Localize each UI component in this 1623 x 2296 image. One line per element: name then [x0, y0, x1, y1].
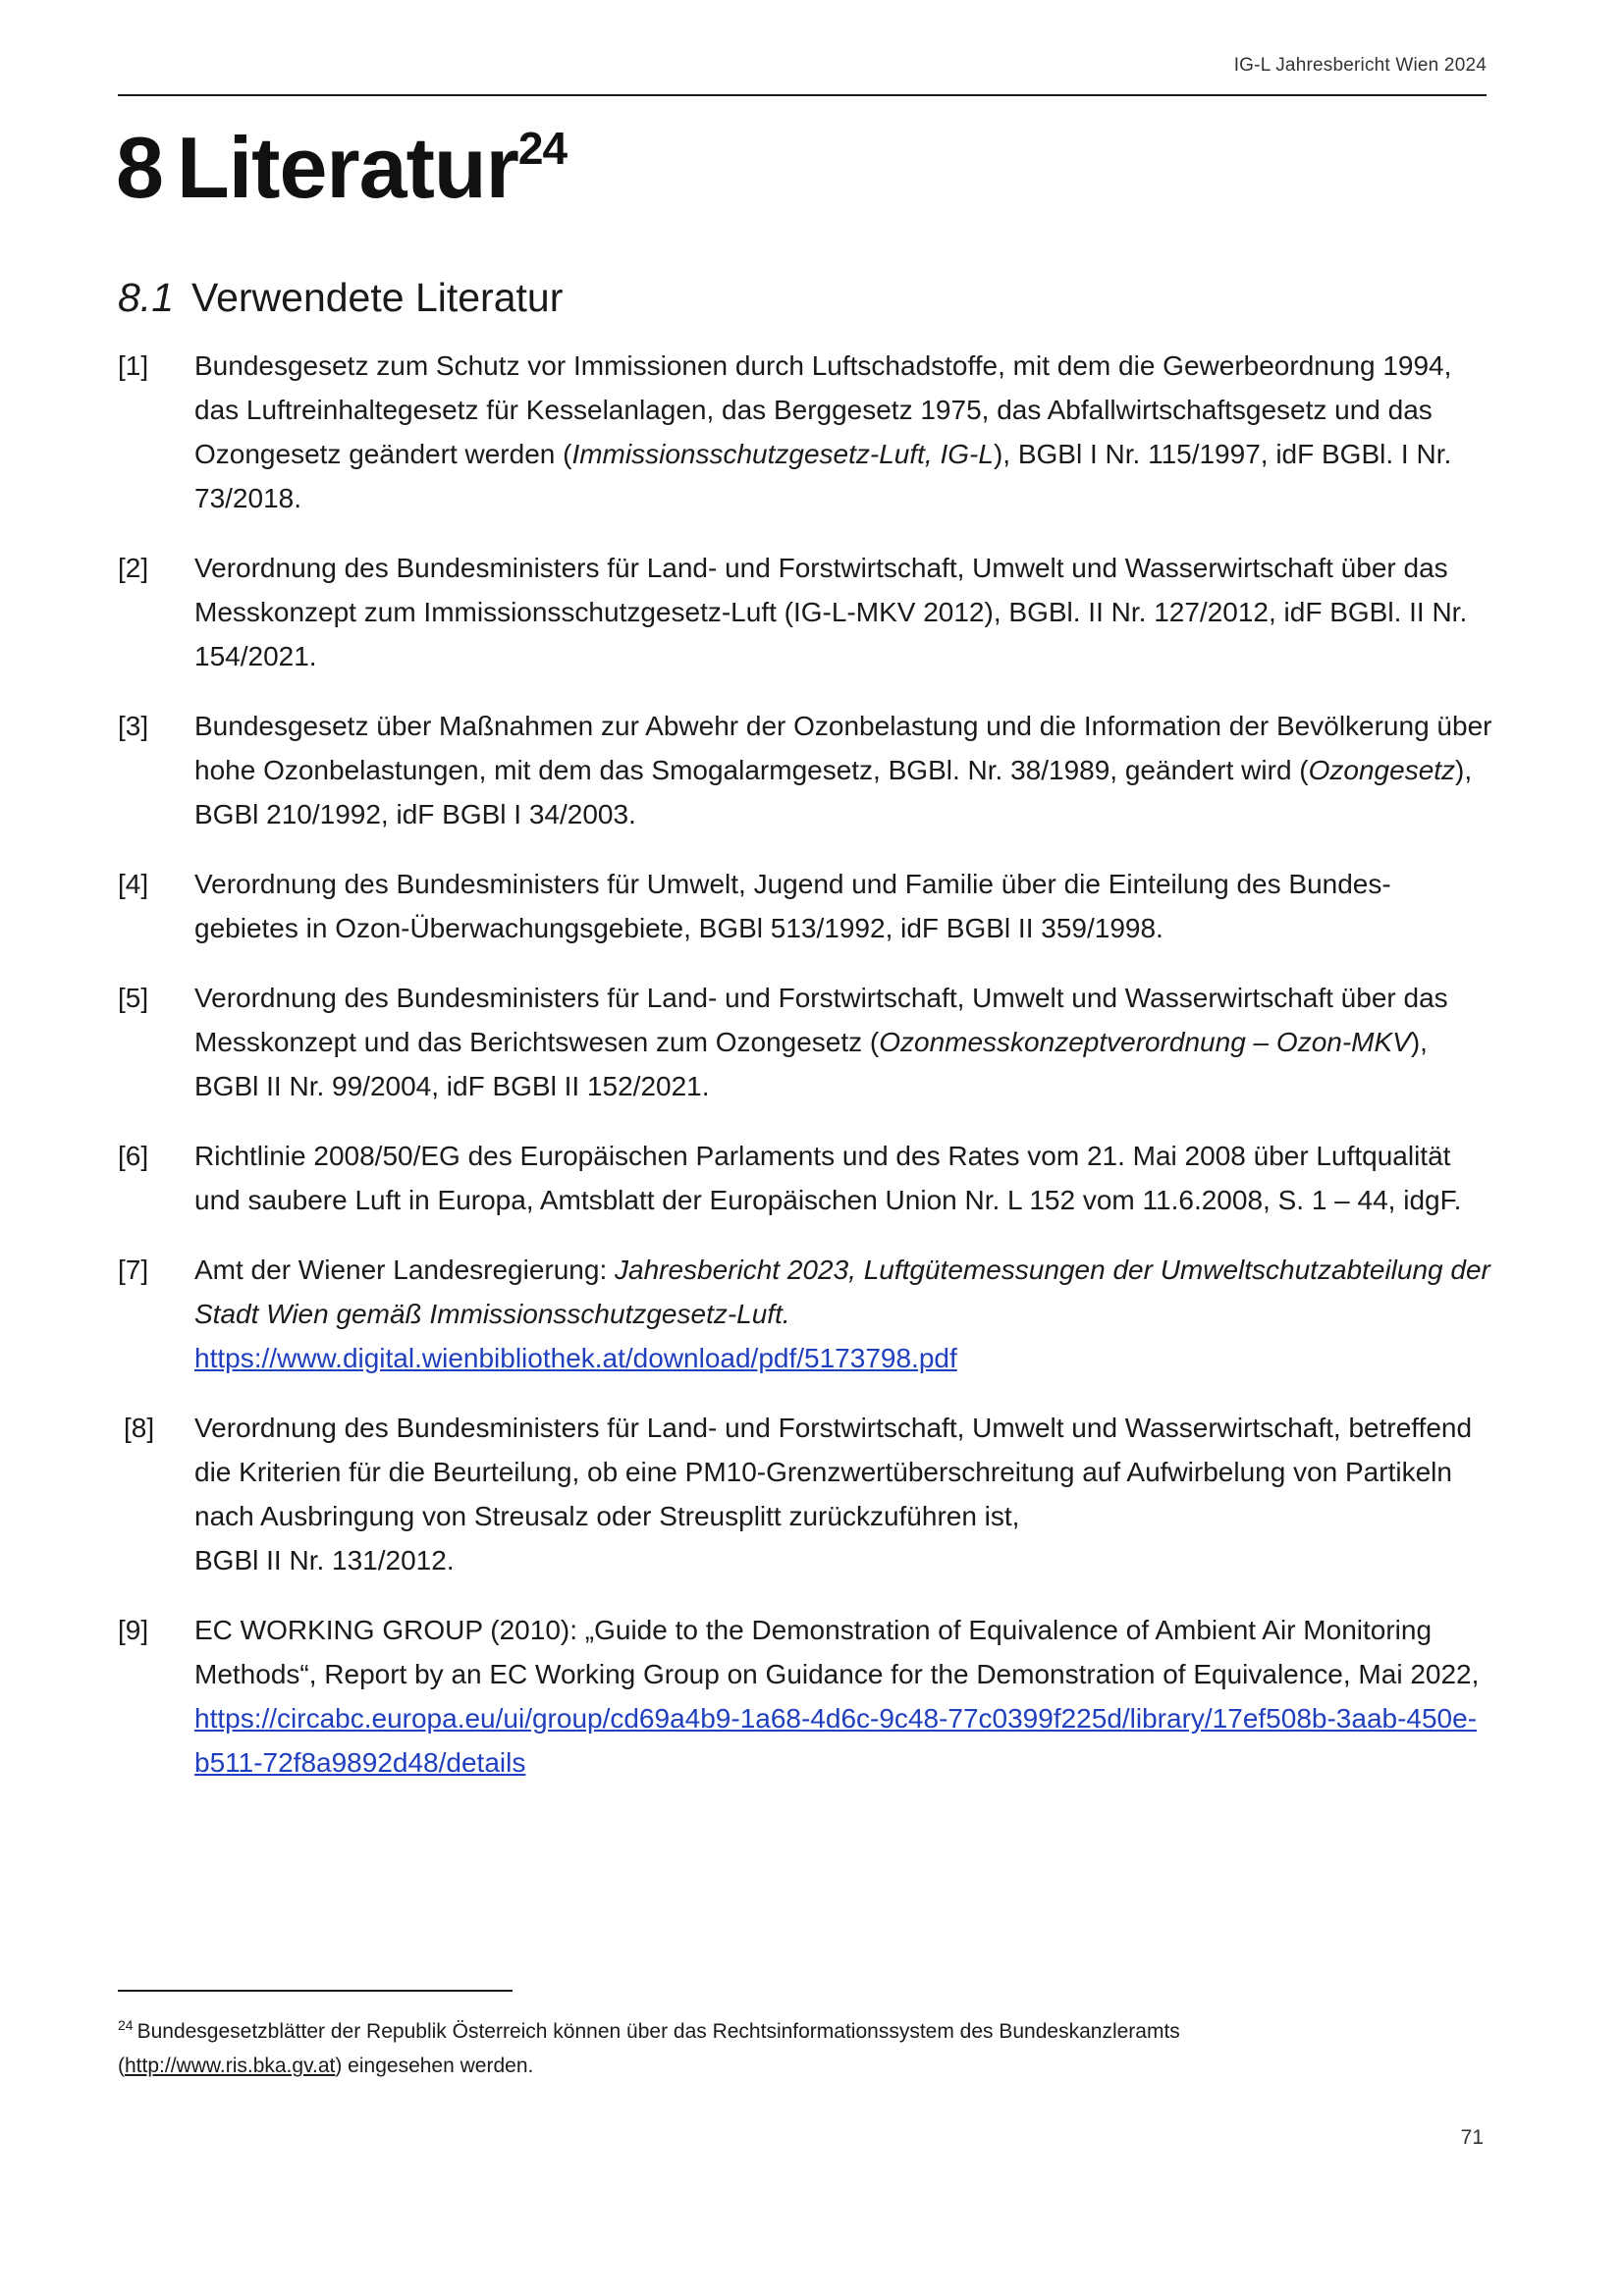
reference-text: Bundesgesetz zum Schutz vor Immissionen durch Luftschadstoffe, mit dem die Gewerbeordnung 1994, das Luftreinhaltegesetz für Kesselanlagen, das Berggesetz 1975, das Abfallwirtschaftsgesetz und das Ozongesetz geändert werden ( [194, 350, 1452, 469]
footnote-link[interactable]: http://www.ris.bka.gv.at [125, 2055, 336, 2077]
reference-text: Verordnung des Bundesministers für Umwelt, Jugend und Familie über die Einteilung des Bundes-gebietes in Ozon-Überwachungsgebiete, BGBl 513/1992, idF BGBl II 359/1998. [194, 869, 1391, 943]
reference-number: [9] [118, 1615, 149, 1645]
footnote-rule [118, 1990, 513, 1992]
reference-text: Verordnung des Bundesministers für Land- und Forstwirtschaft, Umwelt und Wasserwirtschaft über das Messkonzept und das Berichtswesen zum Ozongesetz ( [194, 983, 1448, 1057]
reference-italic: Ozonmesskonzeptverordnung – Ozon-MKV [879, 1027, 1411, 1057]
header-rule [118, 94, 1487, 96]
reference-italic: Ozongesetz [1308, 755, 1456, 785]
reference-item-4 [118, 862, 1492, 950]
reference-text-end: ), BGBl I Nr. 115/1997, idF BGBl. I Nr. 73/2018. [194, 439, 1452, 513]
footnote-mark: 24 [118, 2017, 134, 2033]
reference-number: [3] [118, 711, 149, 741]
reference-text: Verordnung des Bundesministers für Land- und Forstwirtschaft, Umwelt und Wasserwirtschaft über das Messkonzept zum Immissionsschutzgesetz-Luft (IG-L-MKV 2012), BGBl. II Nr. 127/2012, idF BGBl. II Nr. 154/2021. [194, 553, 1468, 671]
reference-text: EC WORKING GROUP (2010): „Guide to the Demonstration of Equivalence of Ambient Air Monitoring Methods“, Report by an EC Working Group on Guidance for the Demonstration of Equivalence, Mai 2022, [194, 1615, 1480, 1689]
reference-text-end: ), BGBl 210/1992, idF BGBl I 34/2003. [194, 755, 1473, 829]
chapter-heading [116, 116, 567, 220]
reference-italic: Jahresbericht 2023, Luftgütemessungen der Umweltschutzabteilung der Stadt Wien gemäß Immissionsschutzgesetz-Luft. [194, 1255, 1490, 1329]
reference-item-7 [118, 1248, 1492, 1380]
running-header: IG-L Jahresbericht Wien 2024 [1233, 55, 1487, 76]
chapter-number: 8 [116, 119, 163, 216]
reference-number: [7] [118, 1255, 149, 1285]
reference-item-9 [118, 1608, 1492, 1785]
footnote [118, 2008, 1394, 2083]
reference-link[interactable]: https://circabc.europa.eu/ui/group/cd69a4b9-1a68-4d6c-9c48-77c0399f225d/library/17ef508b-3aab-450e-b511-72f8a9892d48/details [194, 1703, 1478, 1778]
section-number: 8.1 [118, 275, 174, 320]
reference-text: Bundesgesetz über Maßnahmen zur Abwehr der Ozonbelastung und die Information der Bevölkerung über hohe Ozonbelastungen, mit dem das Smogalarmgesetz, BGBl. Nr. 38/1989, geändert wird ( [194, 711, 1492, 785]
reference-item-3 [118, 704, 1492, 836]
chapter-footnote-mark[interactable]: 24 [517, 122, 568, 174]
reference-list [118, 344, 1492, 1810]
reference-number: [5] [118, 983, 149, 1013]
reference-number: [4] [118, 869, 149, 899]
reference-item-1 [118, 344, 1492, 520]
reference-text-end: BGBl II Nr. 131/2012. [194, 1545, 455, 1575]
reference-item-8 [118, 1406, 1492, 1582]
chapter-title: Literatur [176, 119, 518, 216]
footnote-text: Bundesgesetzblätter der Republik Österreich können über das Rechtsinformationssystem des Bundeskanzleramts ( [118, 2020, 1180, 2077]
reference-number: [2] [118, 553, 149, 583]
reference-text-end: ), BGBl II Nr. 99/2004, idF BGBl II 152/2021. [194, 1027, 1428, 1101]
page-number: 71 [1460, 2126, 1484, 2149]
section-title: Verwendete Literatur [191, 275, 564, 320]
reference-number: [8] [124, 1413, 155, 1443]
reference-item-6 [118, 1134, 1492, 1222]
reference-item-2 [118, 546, 1492, 678]
reference-number: [6] [118, 1141, 149, 1171]
footnote-text-end: ) eingesehen werden. [335, 2055, 534, 2077]
section-heading [118, 275, 563, 321]
reference-link[interactable]: https://www.digital.wienbibliothek.at/download/pdf/5173798.pdf [194, 1343, 957, 1373]
reference-text: Richtlinie 2008/50/EG des Europäischen Parlaments und des Rates vom 21. Mai 2008 über Luftqualität und saubere Luft in Europa, Amtsblatt der Europäischen Union Nr. L 152 vom 11.6.2008, S. 1 – 44, idgF. [194, 1141, 1462, 1215]
reference-text: Verordnung des Bundesministers für Land- und Forstwirtschaft, Umwelt und Wasserwirtschaft, betreffend die Kriterien für die Beurteilung, ob eine PM10-Grenzwertüberschreitung auf Aufwirbelung von Partikeln nach Ausbringung von Streusalz oder Streusplitt zurückzuführen ist, [194, 1413, 1473, 1531]
reference-italic: Immissionsschutzgesetz-Luft, IG-L [571, 439, 994, 469]
reference-item-5 [118, 976, 1492, 1108]
reference-number: [1] [118, 350, 149, 381]
reference-text: Amt der Wiener Landesregierung: [194, 1255, 615, 1285]
